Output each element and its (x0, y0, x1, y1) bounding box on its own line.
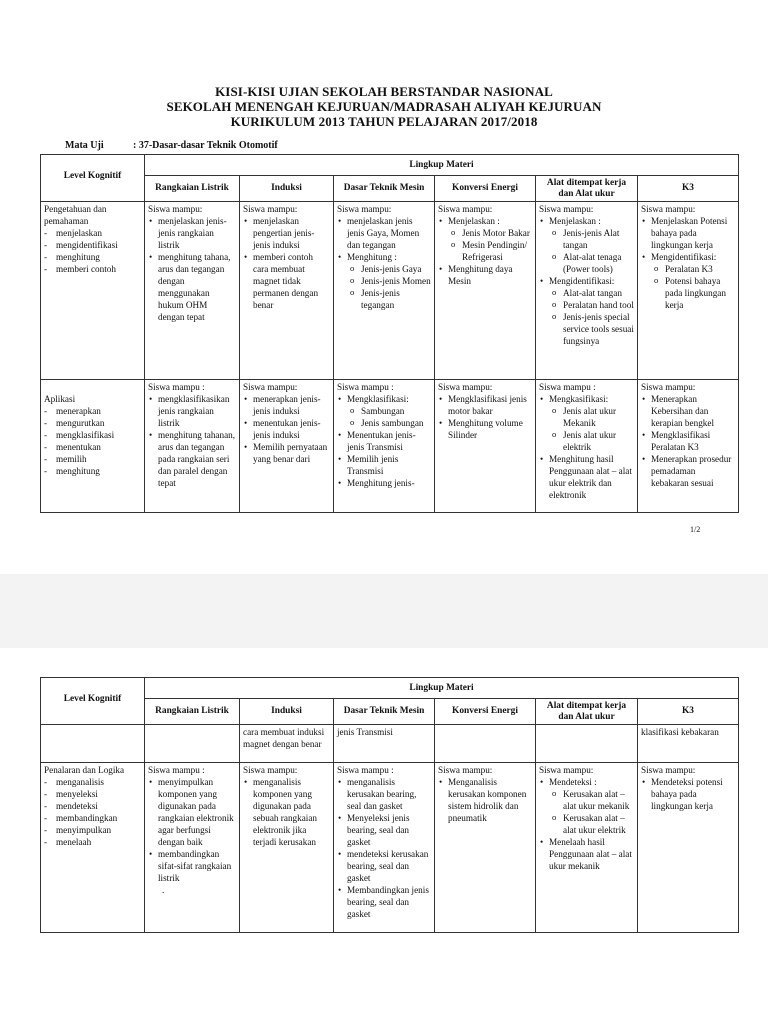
header-level-kognitif: Level Kognitif (41, 678, 145, 725)
subject-line (65, 140, 278, 151)
header-induksi: Induksi (240, 699, 334, 725)
table-row (41, 202, 739, 380)
header-induksi: Induksi (240, 176, 334, 202)
header-alat-kerja: Alat ditempat kerja dan Alat ukur (536, 176, 638, 202)
konversi-energi-cell: Siswa mampu: • Menjelaskan : o Jenis Motor Bakar o Mesin Pendingin/ Refrigerasi • Menghitung daya Mesin (435, 202, 536, 380)
header-k3: K3 (638, 699, 739, 725)
rangkaian-listrik-cell: Siswa mampu : • menyimpulkan komponen yang digunakan pada rangkaian elektronik agar berfungsi dengan baik • membandingkan sifat-sifat rangkaian listrik . (145, 763, 240, 933)
title-line-2: SEKOLAH MENENGAH KEJURUAN/MADRASAH ALIYAH KEJURUAN (166, 99, 602, 114)
dasar-teknik-mesin-cell: Siswa mampu : • menganalisis kerusakan bearing, seal dan gasket • Menyeleksi jenis bearing, seal dan gasket • mendeteksi kerusakan bearing, seal dan gasket • Membandingkan jenis bearing, seal dan gasket (334, 763, 435, 933)
k3-cell: Siswa mampu: • Menjelaskan Potensi bahaya pada lingkungan kerja • Mengidentifikasi: o Peralatan K3 o Potensi bahaya pada lingkungan kerja (638, 202, 739, 380)
header-k3: K3 (638, 176, 739, 202)
dasar-teknik-mesin-cell: Siswa mampu : • Mengklasifikasi: o Sambungan o Jenis sambungan • Menentukan jenis-jenis Transmisi • Memilih jenis Transmisi • Menghitung jenis- (334, 380, 435, 513)
header-dasar-teknik-mesin: Dasar Teknik Mesin (334, 699, 435, 725)
table-page-2 (40, 677, 739, 933)
subject-value: : 37-Dasar-dasar Teknik Otomotif (133, 140, 278, 151)
header-lingkup-materi: Lingkup Materi (145, 678, 739, 699)
subject-label: Mata Uji (65, 140, 104, 151)
k3-cell: Siswa mampu: • Mendeteksi potensi bahaya pada lingkungan kerja (638, 763, 739, 933)
k3-cell: Siswa mampu: • Menerapkan Kebersihan dan kerapian bengkel • Mengklasifikasi Peralatan K3 • Menerapkan prosedur pemadaman kebakaran sesuai (638, 380, 739, 513)
level-cell: Penalaran dan Logika - menganalisis - menyeleksi - mendeteksi - membandingkan - menyimpulkan - menelaah (41, 763, 145, 933)
header-konversi-energi: Konversi Energi (435, 699, 536, 725)
konversi-energi-cell: Siswa mampu: • Mengklasifikasi jenis motor bakar • Menghitung volume Silinder (435, 380, 536, 513)
header-lingkup-materi: Lingkup Materi (145, 155, 739, 176)
document-title (0, 84, 768, 129)
dasar-teknik-mesin-cell: jenis Transmisi (334, 725, 435, 763)
title-line-3: KURIKULUM 2013 TAHUN PELAJARAN 2017/2018 (230, 114, 538, 129)
page-number: 1/2 (690, 525, 701, 534)
header-level-kognitif: Level Kognitif (41, 155, 145, 202)
alat-kerja-cell: Siswa mampu : • Mengkasifikasi: o Jenis alat ukur Mekanik o Jenis alat ukur elektrik • Menghitung hasil Penggunaan alat – alat ukur elektrik dan elektronik (536, 380, 638, 513)
induksi-cell: Siswa mampu: • menganalisis komponen yang digunakan pada sebuah rangkaian elektronik jika terjadi kerusakan (240, 763, 334, 933)
table-row (41, 763, 739, 933)
header-rangkaian-listrik: Rangkaian Listrik (145, 699, 240, 725)
header-dasar-teknik-mesin: Dasar Teknik Mesin (334, 176, 435, 202)
alat-kerja-cell: Siswa mampu: • Menjelaskan : o Jenis-jenis Alat tangan o Alat-alat tenaga (Power tools) • Mengidentifikasi: o Alat-alat tangan o Peralatan hand tool o Jenis-jenis special service tools sesuai fungsinya (536, 202, 638, 380)
induksi-cell: cara membuat induksi magnet dengan benar (240, 725, 334, 763)
induksi-cell: Siswa mampu: • menjelaskan pengertian jenis-jenis induksi • memberi contoh cara membuat magnet tidak permanen dengan benar (240, 202, 334, 380)
k3-cell: klasifikasi kebakaran (638, 725, 739, 763)
rangkaian-listrik-cell: Siswa mampu: • menjelaskan jenis-jenis rangkaian listrik • menghitung tahana, arus dan tegangan dengan menggunakan hukum OHM dengan tepat (145, 202, 240, 380)
table-row (41, 725, 739, 763)
header-rangkaian-listrik: Rangkaian Listrik (145, 176, 240, 202)
dasar-teknik-mesin-cell: Siswa mampu: • menjelaskan jenis jenis Gaya, Momen dan tegangan • Menghitung : o Jenis-jenis Gaya o Jenis-jenis Momen o Jenis-jenis tegangan (334, 202, 435, 380)
level-cell: Pengetahuan dan pemahaman - menjelaskan - mengidentifikasi - menghitung - memberi contoh (41, 202, 145, 380)
table-page-1 (40, 154, 739, 513)
level-cell: Aplikasi - menerapkan - mengurutkan - mengklasifikasi - menentukan - memilih - menghitung (41, 380, 145, 513)
title-line-1: KISI-KISI UJIAN SEKOLAH BERSTANDAR NASIONAL (215, 84, 553, 99)
header-alat-kerja: Alat ditempat kerja dan Alat ukur (536, 699, 638, 725)
rangkaian-listrik-cell: Siswa mampu : • mengklasifikasikan jenis rangkaian listrik • menghitung tahanan, arus dan tegangan pada rangkaian seri dan paralel dengan tepat (145, 380, 240, 513)
header-konversi-energi: Konversi Energi (435, 176, 536, 202)
alat-kerja-cell: Siswa mampu: • Mendeteksi : o Kerusakan alat – alat ukur mekanik o Kerusakan alat – alat ukur elektrik • Menelaah hasil Penggunaan alat – alat ukur mekanik (536, 763, 638, 933)
page-2 (0, 648, 768, 1024)
konversi-energi-cell: Siswa mampu: • Menganalisis kerusakan komponen sistem hidrolik dan pneumatik (435, 763, 536, 933)
induksi-cell: Siswa mampu: • menerapkan jenis-jenis induksi • menentukan jenis-jenis induksi • Memilih pernyataan yang benar dari (240, 380, 334, 513)
table-row (41, 380, 739, 513)
